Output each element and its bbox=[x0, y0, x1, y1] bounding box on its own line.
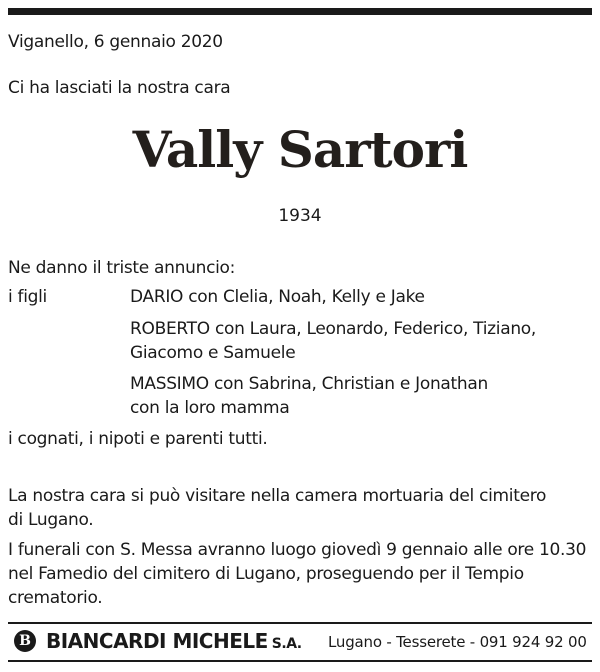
company-suffix: S.A. bbox=[271, 636, 302, 652]
announcement-heading: Ne danno il triste annuncio: bbox=[8, 258, 236, 278]
family-line-massimo: MASSIMO con Sabrina, Christian e Jonathan bbox=[130, 374, 488, 394]
footer-rule-bottom bbox=[8, 660, 592, 662]
top-rule bbox=[8, 8, 592, 15]
family-line-roberto-cont: Giacomo e Samuele bbox=[130, 343, 296, 363]
funeral-line-2: nel Famedio del cimitero di Lugano, proseguendo per il Tempio bbox=[8, 564, 524, 584]
other-relatives: i cognati, i nipoti e parenti tutti. bbox=[8, 429, 268, 449]
intro-text: Ci ha lasciati la nostra cara bbox=[8, 78, 231, 98]
footer-rule-top bbox=[8, 622, 592, 624]
funeral-line-1: I funerali con S. Messa avranno luogo giovedì 9 gennaio alle ore 10.30 bbox=[8, 540, 587, 560]
visit-line-1: La nostra cara si può visitare nella camera mortuaria del cimitero bbox=[8, 486, 547, 506]
visit-line-2: di Lugano. bbox=[8, 510, 94, 530]
birth-year: 1934 bbox=[278, 206, 322, 226]
company-logo-icon: B bbox=[14, 630, 36, 652]
family-line-roberto: ROBERTO con Laura, Leonardo, Federico, Tiziano, bbox=[130, 319, 537, 339]
family-line-massimo-cont: con la loro mamma bbox=[130, 398, 290, 418]
company-name bbox=[46, 628, 302, 657]
company-contact: Lugano - Tesserete - 091 924 92 00 bbox=[328, 633, 587, 651]
company-name-text: BIANCARDI MICHELE bbox=[46, 629, 268, 653]
funeral-line-3: crematorio. bbox=[8, 588, 103, 608]
family-line-dario: DARIO con Clelia, Noah, Kelly e Jake bbox=[130, 287, 425, 307]
children-label: i figli bbox=[8, 287, 47, 307]
deceased-name: Vally Sartori bbox=[132, 120, 468, 179]
place-date: Viganello, 6 gennaio 2020 bbox=[8, 32, 223, 52]
